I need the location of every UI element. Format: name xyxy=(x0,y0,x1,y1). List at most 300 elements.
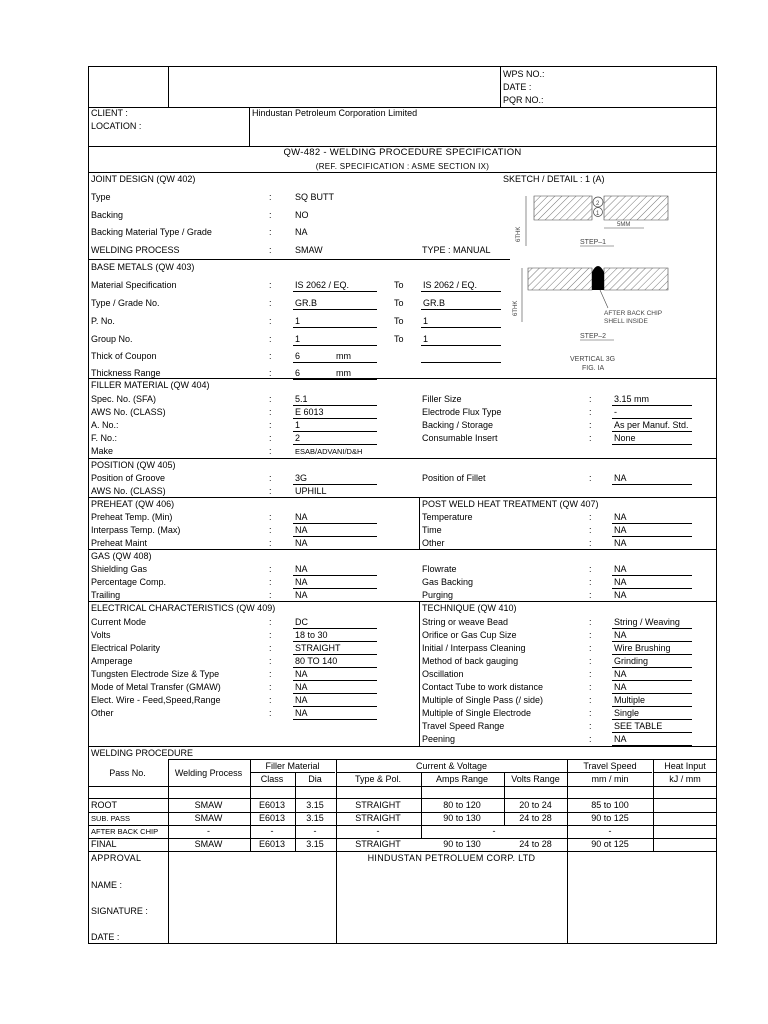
grid-line xyxy=(88,786,717,787)
filler-value: 1 xyxy=(295,420,301,430)
to-label: To xyxy=(394,334,404,344)
grid-line xyxy=(88,746,717,747)
value-underline xyxy=(293,693,377,694)
value-underline xyxy=(293,345,377,346)
colon: : xyxy=(589,734,592,744)
thickness-dim-1: 6THK xyxy=(516,226,522,242)
value-underline xyxy=(612,667,692,668)
colon: : xyxy=(269,486,272,496)
plate-left-2 xyxy=(528,268,592,290)
value-underline xyxy=(293,719,377,720)
colon: : xyxy=(589,577,592,587)
plate-right xyxy=(604,196,668,220)
colon: : xyxy=(269,643,272,653)
preheat-label: Interpass Temp. (Max) xyxy=(91,525,181,535)
colon: : xyxy=(589,682,592,692)
colon: : xyxy=(269,525,272,535)
position-heading: POSITION (QW 405) xyxy=(91,460,176,470)
colon: : xyxy=(269,512,272,522)
gas-label: Purging xyxy=(422,590,454,600)
value-underline xyxy=(293,444,377,445)
colon: : xyxy=(589,394,592,404)
shell-inside-note: SHELL INSIDE xyxy=(604,318,648,325)
joint-sketch xyxy=(508,186,678,378)
procedure-cell-pass: FINAL xyxy=(91,839,117,849)
filler-value: As per Manuf. Std. xyxy=(614,420,689,430)
procedure-cell-pass: AFTER BACK CHIP xyxy=(91,827,159,836)
colon: : xyxy=(269,473,272,483)
client-label: CLIENT : xyxy=(91,108,128,118)
value-underline xyxy=(612,431,692,432)
procedure-cell-type: - xyxy=(376,826,380,836)
electrical-label: Amperage xyxy=(91,656,133,666)
value-underline xyxy=(612,575,692,576)
colon: : xyxy=(589,669,592,679)
colon: : xyxy=(589,512,592,522)
fillet-value: NA xyxy=(614,473,627,483)
grid-line xyxy=(168,851,169,944)
filler-label: F. No.: xyxy=(91,433,118,443)
col-type-pol: Type & Pol. xyxy=(354,774,402,784)
type-value: SQ BUTT xyxy=(295,192,335,202)
fillet-label: Position of Fillet xyxy=(422,473,486,483)
grid-line xyxy=(88,378,717,379)
grid-line xyxy=(500,66,501,107)
grid-line xyxy=(88,172,717,173)
plate-left xyxy=(534,196,592,220)
filler-label: Consumable Insert xyxy=(422,433,498,443)
gas-value: NA xyxy=(614,590,627,600)
welding-procedure-heading: WELDING PROCEDURE xyxy=(91,748,194,758)
value-underline xyxy=(293,291,377,292)
procedure-cell-type: STRAIGHT xyxy=(355,813,401,823)
back-chip-weld xyxy=(592,266,604,290)
filler-label: Filler Size xyxy=(422,394,462,404)
base-metal-label: Group No. xyxy=(91,334,133,344)
value-underline xyxy=(612,444,692,445)
procedure-cell-dia: - xyxy=(313,826,317,836)
col-heat-input: Heat Input xyxy=(664,761,706,771)
filler-label: Electrode Flux Type xyxy=(422,407,502,417)
colon: : xyxy=(269,210,272,220)
electrical-label: Electrical Polarity xyxy=(91,643,161,653)
col-current-voltage: Current & Voltage xyxy=(415,761,488,771)
technique-label: String or weave Bead xyxy=(422,617,509,627)
colon: : xyxy=(589,564,592,574)
procedure-cell-volts: 20 to 24 xyxy=(519,800,552,810)
gas-value: NA xyxy=(295,577,308,587)
procedure-cell-process: SMAW xyxy=(194,839,223,849)
procedure-cell-type: STRAIGHT xyxy=(355,800,401,810)
electrical-value: NA xyxy=(295,669,308,679)
procedure-cell-type: STRAIGHT xyxy=(355,839,401,849)
grid-line xyxy=(653,772,717,773)
signature-label: SIGNATURE : xyxy=(91,906,148,916)
electrical-label: Current Mode xyxy=(91,617,147,627)
filler-value: None xyxy=(614,433,636,443)
colon: : xyxy=(589,695,592,705)
filler-value: E 6013 xyxy=(295,407,324,417)
value-underline xyxy=(612,719,692,720)
aws-label: AWS No. (CLASS) xyxy=(91,486,166,496)
colon: : xyxy=(269,298,272,308)
gas-value: NA xyxy=(614,564,627,574)
col-class: Class xyxy=(260,774,284,784)
base-metal-to-value: IS 2062 / EQ. xyxy=(423,280,478,290)
filler-value: ESAB/ADVANI/D&H xyxy=(295,447,363,456)
technique-label: Peening xyxy=(422,734,456,744)
technique-value: Grinding xyxy=(614,656,649,666)
colon: : xyxy=(269,227,272,237)
electrical-value: DC xyxy=(295,617,308,627)
base-metal-value: 1 xyxy=(295,334,301,344)
base-metal-value: IS 2062 / EQ. xyxy=(295,280,350,290)
electrical-value: 18 to 30 xyxy=(295,630,328,640)
gas-label: Gas Backing xyxy=(422,577,474,587)
value-underline xyxy=(293,628,377,629)
grid-line xyxy=(88,497,717,498)
col-dia: Dia xyxy=(308,774,322,784)
name-label: NAME : xyxy=(91,880,123,890)
electrical-value: NA xyxy=(295,708,308,718)
colon: : xyxy=(269,538,272,548)
vertical-label: VERTICAL 3G xyxy=(570,356,616,363)
procedure-cell-pass: SUB. PASS xyxy=(91,814,131,823)
grid-line xyxy=(336,772,567,773)
procedure-cell-process: - xyxy=(207,826,210,836)
backing-value: NO xyxy=(295,210,309,220)
value-underline xyxy=(293,362,377,363)
pwht-label: Temperature xyxy=(422,512,473,522)
value-underline xyxy=(612,628,692,629)
step-1-label: STEP–1 xyxy=(580,239,607,246)
grid-line xyxy=(250,772,335,773)
pass-2-label: 2 xyxy=(596,201,600,207)
value-underline xyxy=(293,309,377,310)
col-pass-no: Pass No. xyxy=(109,768,146,778)
filler-heading: FILLER MATERIAL (QW 404) xyxy=(91,380,210,390)
grid-line xyxy=(168,66,169,107)
preheat-label: Preheat Temp. (Min) xyxy=(91,512,173,522)
filler-label: Spec. No. (SFA) xyxy=(91,394,157,404)
pass-1-label: 1 xyxy=(596,211,600,217)
welding-type: TYPE : MANUAL xyxy=(422,245,491,255)
value-underline xyxy=(612,418,692,419)
base-metals-heading: BASE METALS (QW 403) xyxy=(91,262,195,272)
preheat-label: Preheat Maint xyxy=(91,538,148,548)
grid-line xyxy=(88,798,717,799)
technique-value: Multiple xyxy=(614,695,646,705)
location-label: LOCATION : xyxy=(91,121,142,131)
value-underline xyxy=(612,549,692,550)
technique-label: Method of back gauging xyxy=(422,656,519,666)
joint-design-heading: JOINT DESIGN (QW 402) xyxy=(91,174,196,184)
gas-label: Shielding Gas xyxy=(91,564,148,574)
colon: : xyxy=(589,538,592,548)
value-underline xyxy=(293,327,377,328)
preheat-value: NA xyxy=(295,512,308,522)
gas-label: Trailing xyxy=(91,590,121,600)
procedure-cell-speed: 90 ot 125 xyxy=(591,839,629,849)
value-underline xyxy=(612,588,692,589)
procedure-cell-volts: 24 to 28 xyxy=(519,839,552,849)
procedure-cell-dia: 3.15 xyxy=(306,813,324,823)
technique-value: NA xyxy=(614,630,627,640)
value-underline xyxy=(293,641,377,642)
electrical-heading: ELECTRICAL CHARACTERISTICS (QW 409) xyxy=(91,603,276,613)
procedure-cell-class: E6013 xyxy=(258,800,286,810)
procedure-cell-amps: 80 to 120 xyxy=(443,800,481,810)
procedure-cell-process: SMAW xyxy=(194,800,223,810)
procedure-cell-process: SMAW xyxy=(194,813,223,823)
colon: : xyxy=(589,617,592,627)
colon: : xyxy=(269,433,272,443)
technique-label: Multiple of Single Electrode xyxy=(422,708,532,718)
grid-line xyxy=(88,851,717,852)
electrical-value: STRAIGHT xyxy=(295,643,341,653)
filler-label: AWS No. (CLASS) xyxy=(91,407,166,417)
colon: : xyxy=(589,590,592,600)
welding-process-label: WELDING PROCESS xyxy=(91,245,180,255)
grid-line xyxy=(568,772,652,773)
value-underline xyxy=(293,667,377,668)
value-underline xyxy=(293,549,377,550)
technique-value: String / Weaving xyxy=(614,617,680,627)
procedure-cell-amps: 90 to 130 xyxy=(443,813,481,823)
preheat-heading: PREHEAT (QW 406) xyxy=(91,499,175,509)
colon: : xyxy=(269,368,272,378)
colon: : xyxy=(589,525,592,535)
value-underline xyxy=(421,291,501,292)
technique-value: NA xyxy=(614,669,627,679)
thickness-label: Thickness Range xyxy=(91,368,161,378)
technique-label: Initial / Interpass Cleaning xyxy=(422,643,526,653)
pqr-no-label: PQR NO.: xyxy=(503,95,544,105)
procedure-cell-pass: ROOT xyxy=(91,800,117,810)
col-filler-material: Filler Material xyxy=(265,761,320,771)
col-amps-range: Amps Range xyxy=(435,774,489,784)
colon: : xyxy=(589,433,592,443)
filler-label: Make xyxy=(91,446,114,456)
gas-heading: GAS (QW 408) xyxy=(91,551,152,561)
base-metal-to-value: 1 xyxy=(423,316,429,326)
electrical-label: Other xyxy=(91,708,114,718)
plate-right-2 xyxy=(604,268,668,290)
grid-line xyxy=(249,107,250,146)
colon: : xyxy=(589,420,592,430)
value-underline xyxy=(612,484,692,485)
value-underline xyxy=(612,706,692,707)
procedure-cell-speed: - xyxy=(608,826,612,836)
colon: : xyxy=(589,656,592,666)
col-kj-mm: kJ / mm xyxy=(669,774,701,784)
value-underline xyxy=(293,536,377,537)
technique-value: SEE TABLE xyxy=(614,721,663,731)
colon: : xyxy=(269,334,272,344)
aws-value: UPHILL xyxy=(295,486,327,496)
procedure-cell-speed: 85 to 100 xyxy=(591,800,629,810)
colon: : xyxy=(269,192,272,202)
client-value: Hindustan Petroleum Corporation Limited xyxy=(252,108,418,118)
type-label: Type xyxy=(91,192,111,202)
base-metal-label: P. No. xyxy=(91,316,115,326)
thickness-value: 6 xyxy=(295,351,301,361)
fig-label: FIG. IA xyxy=(582,365,605,372)
approval-date-label: DATE : xyxy=(91,932,120,942)
base-metal-value: GR.B xyxy=(295,298,318,308)
value-underline xyxy=(421,309,501,310)
thickness-unit: mm xyxy=(336,351,351,361)
colon: : xyxy=(589,721,592,731)
wps-no-label: WPS NO.: xyxy=(503,69,545,79)
grid-line xyxy=(419,497,420,549)
value-underline xyxy=(612,654,692,655)
technique-value: NA xyxy=(614,682,627,692)
colon: : xyxy=(269,280,272,290)
value-underline xyxy=(293,497,377,498)
filler-value: 5.1 xyxy=(295,394,308,404)
value-underline xyxy=(612,405,692,406)
electrical-label: Volts xyxy=(91,630,111,640)
value-underline xyxy=(293,523,377,524)
technique-value: Single xyxy=(614,708,640,718)
colon: : xyxy=(269,577,272,587)
value-underline xyxy=(293,680,377,681)
base-metal-to-value: 1 xyxy=(423,334,429,344)
filler-label: Backing / Storage xyxy=(422,420,494,430)
backing-label: Backing xyxy=(91,210,124,220)
colon: : xyxy=(269,407,272,417)
pwht-value: NA xyxy=(614,538,627,548)
electrical-label: Elect. Wire - Feed,Speed,Range xyxy=(91,695,221,705)
colon: : xyxy=(269,708,272,718)
value-underline xyxy=(293,431,377,432)
procedure-cell-amps: - xyxy=(492,826,496,836)
filler-value: 2 xyxy=(295,433,301,443)
filler-value: - xyxy=(614,407,617,417)
value-underline xyxy=(612,601,692,602)
thickness-value: 6 xyxy=(295,368,301,378)
thickness-dim-2: 6THK xyxy=(513,300,519,316)
backing-material-value: NA xyxy=(295,227,308,237)
value-underline xyxy=(293,706,377,707)
after-back-chip-note: AFTER BACK CHIP xyxy=(604,310,663,317)
to-label: To xyxy=(394,280,404,290)
value-underline xyxy=(293,418,377,419)
colon: : xyxy=(589,407,592,417)
preheat-value: NA xyxy=(295,538,308,548)
base-metal-label: Material Specification xyxy=(91,280,177,290)
colon: : xyxy=(269,446,272,456)
gas-value: NA xyxy=(614,577,627,587)
to-label: To xyxy=(394,316,404,326)
colon: : xyxy=(269,564,272,574)
filler-value: 3.15 mm xyxy=(614,394,650,404)
groove-value: 3G xyxy=(295,473,308,483)
colon: : xyxy=(269,590,272,600)
electrical-value: 80 TO 140 xyxy=(295,656,338,666)
sketch-label: SKETCH / DETAIL : 1 (A) xyxy=(503,174,605,184)
technique-label: Multiple of Single Pass (/ side) xyxy=(422,695,544,705)
value-underline xyxy=(293,588,377,589)
technique-label: Oscillation xyxy=(422,669,464,679)
value-underline xyxy=(421,345,501,346)
gas-label: Percentage Comp. xyxy=(91,577,167,587)
technique-label: Contact Tube to work distance xyxy=(422,682,544,692)
technique-heading: TECHNIQUE (QW 410) xyxy=(422,603,517,613)
preheat-value: NA xyxy=(295,525,308,535)
col-mm-min: mm / min xyxy=(591,774,629,784)
form-subtitle: (REF. SPECIFICATION : ASME SECTION IX) xyxy=(315,162,490,171)
procedure-cell-amps: 90 to 130 xyxy=(443,839,481,849)
procedure-cell-volts: 24 to 28 xyxy=(519,813,552,823)
technique-label: Travel Speed Range xyxy=(422,721,505,731)
value-underline xyxy=(421,327,501,328)
gas-value: NA xyxy=(295,590,308,600)
pwht-value: NA xyxy=(614,512,627,522)
grid-line xyxy=(419,601,420,746)
colon: : xyxy=(589,630,592,640)
colon: : xyxy=(269,351,272,361)
grid-line xyxy=(88,458,717,459)
date-label: DATE : xyxy=(503,82,532,92)
value-underline xyxy=(612,641,692,642)
colon: : xyxy=(269,245,272,255)
electrical-value: NA xyxy=(295,695,308,705)
procedure-cell-class: E6013 xyxy=(258,839,286,849)
colon: : xyxy=(589,643,592,653)
approval-heading: APPROVAL xyxy=(91,853,142,863)
backing-material-label: Backing Material Type / Grade xyxy=(91,227,212,237)
colon: : xyxy=(269,656,272,666)
pwht-heading: POST WELD HEAT TREATMENT (QW 407) xyxy=(422,499,599,509)
technique-label: Orifice or Gas Cup Size xyxy=(422,630,517,640)
value-underline xyxy=(293,654,377,655)
grid-line xyxy=(88,259,510,260)
value-underline xyxy=(293,405,377,406)
welding-process-value: SMAW xyxy=(295,245,323,255)
colon: : xyxy=(269,394,272,404)
pwht-label: Time xyxy=(422,525,442,535)
colon: : xyxy=(589,473,592,483)
technique-value: NA xyxy=(614,734,627,744)
colon: : xyxy=(269,420,272,430)
procedure-cell-speed: 90 to 125 xyxy=(591,813,629,823)
pwht-value: NA xyxy=(614,525,627,535)
col-welding-process: Welding Process xyxy=(174,768,243,778)
base-metal-value: 1 xyxy=(295,316,301,326)
base-metal-to-value: GR.B xyxy=(423,298,446,308)
value-underline xyxy=(612,523,692,524)
procedure-cell-dia: 3.15 xyxy=(306,839,324,849)
gas-value: NA xyxy=(295,564,308,574)
grid-line xyxy=(567,851,568,944)
gas-label: Flowrate xyxy=(422,564,457,574)
value-underline xyxy=(612,745,692,746)
procedure-cell-dia: 3.15 xyxy=(306,800,324,810)
col-volts-range: Volts Range xyxy=(511,774,560,784)
value-underline xyxy=(612,693,692,694)
form-title: QW-482 - WELDING PROCEDURE SPECIFICATION xyxy=(283,147,522,158)
value-underline xyxy=(293,575,377,576)
value-underline xyxy=(612,680,692,681)
thickness-unit: mm xyxy=(336,368,351,378)
colon: : xyxy=(269,682,272,692)
value-underline xyxy=(421,362,501,363)
colon: : xyxy=(269,669,272,679)
to-label: To xyxy=(394,298,404,308)
procedure-cell-class: - xyxy=(270,826,274,836)
